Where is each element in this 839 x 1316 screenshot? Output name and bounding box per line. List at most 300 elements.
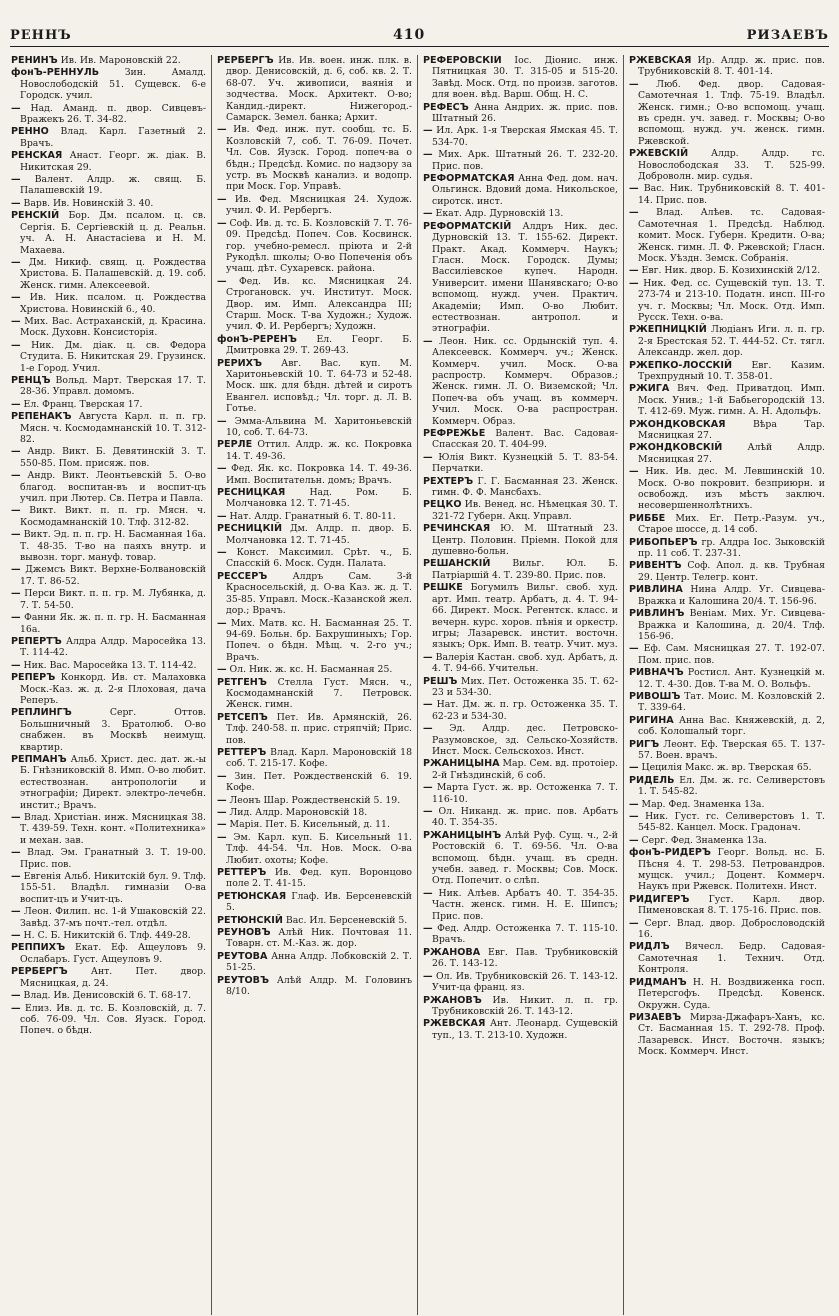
entry-details: Н. Н. Воздвиженка госп. Петерсгофъ. Предсѣд. Ковенск. Окружн. Суда. bbox=[638, 976, 825, 1011]
entry-surname: РЕШАНСКІЙ bbox=[423, 558, 491, 570]
entry-details: Тат. Моис. М. Козловскій 2. Т. 339-64. bbox=[638, 690, 825, 714]
entry-surname: — bbox=[629, 466, 639, 478]
entry-surname: РИББЕ bbox=[629, 512, 666, 524]
directory-entry bbox=[217, 891, 412, 914]
directory-entry bbox=[217, 807, 412, 818]
entry-details: Ел. Дм. ж. гс. Селиверстовъ 1. Т. 545-82. bbox=[638, 774, 825, 798]
directory-entry bbox=[629, 894, 825, 917]
directory-entry bbox=[423, 1018, 618, 1041]
entry-surname: РЕННО bbox=[11, 126, 49, 138]
entry-surname: — bbox=[217, 275, 227, 287]
entry-details: Викт. Викт. п. п. гр. Мясн. ч. Космодамнанскій 10. Тлф. 312-82. bbox=[20, 505, 206, 528]
entry-surname: РЖЕВСКАЯ bbox=[423, 1018, 486, 1030]
entry-surname: — bbox=[11, 990, 21, 1002]
directory-entry bbox=[629, 811, 825, 834]
directory-entry bbox=[11, 636, 206, 659]
entry-details: Веніам. Мих. Уг. Сивцева-Вражка и Калошина, д. 20/4. Тлф. 156-96. bbox=[638, 608, 825, 642]
directory-entry bbox=[217, 867, 412, 890]
directory-entry bbox=[423, 221, 618, 335]
entry-details: Ник. Вас. Маросейка 13. Т. 114-42. bbox=[20, 659, 197, 671]
entry-surname: РЕСНИЦКАЯ bbox=[217, 487, 286, 499]
entry-details: Эд. Алдр. дес. Петровско-Разумовское, зд. Сельско-Хозяйств. Инст. Моск. Сельскохоз. Инст. bbox=[432, 723, 618, 757]
entry-details: Вас. Ил. Берсеневскій 5. bbox=[282, 914, 408, 926]
column-2 bbox=[212, 55, 418, 1315]
directory-entry bbox=[217, 523, 412, 546]
entry-details: Мирза-Джафаръ-Ханъ, кс. Ст. Басманная 15. Т. 292-78. Проф. Лазаревск. Инст. Восточн. языкъ; Моск. Коммерч. Инст. bbox=[638, 1011, 825, 1058]
entry-surname: — bbox=[11, 197, 21, 209]
directory-entry bbox=[629, 265, 825, 276]
entry-details: Ол. Ник. ж. кс. Н. Басманная 25. bbox=[226, 664, 393, 676]
directory-entry bbox=[217, 439, 412, 462]
entry-surname: — bbox=[423, 149, 433, 161]
directory-entry bbox=[217, 677, 412, 711]
directory-entry bbox=[423, 173, 618, 207]
entry-details: Леонъ Шар. Рождественскій 5. 19. bbox=[226, 794, 401, 806]
entry-details: Вяч. Фед. Приватдоц. Имп. Моск. Унив.; 1-й Бабьегородскій 13. Т. 412-69. Муж. гимн. А. Н. Адольфъ. bbox=[638, 383, 825, 418]
entry-details: Дм. Никиф. свящ. ц. Рождества Христова. Б. Палашевскій. д. 19. соб. Женск. гимн. Алексеевой. bbox=[20, 256, 206, 291]
entry-details: Ел. Франц. Тверская 17. bbox=[20, 398, 143, 410]
directory-entry bbox=[11, 340, 206, 374]
directory-entry bbox=[217, 618, 412, 664]
entry-surname: РИВЛИНА bbox=[629, 584, 683, 596]
entry-details: Викт. Эд. п. п. гр. Н. Басманная 16а. Т. 48-35. Т-во на паяхъ внутр. и вывозн. торг. мануф. товар. bbox=[20, 529, 206, 564]
directory-entry bbox=[11, 411, 206, 445]
entry-surname: РИДЛЪ bbox=[629, 941, 670, 953]
entry-details: Алдр. Алдр. гс. Новослободская 33. Т. 525-99. Доброволн. мир. судья. bbox=[638, 148, 825, 183]
directory-entry bbox=[11, 198, 206, 209]
directory-entry bbox=[217, 463, 412, 486]
entry-details: Екат. Адр. Дурновскій 13. bbox=[432, 208, 564, 220]
entry-surname: РЕТТЕРЪ bbox=[217, 746, 267, 758]
directory-entry bbox=[11, 564, 206, 587]
entry-surname: РЕРБЕРГЪ bbox=[11, 966, 68, 978]
entry-details: Соф. Апол. д. кв. Трубная 29. Центр. Телегр. конт. bbox=[638, 560, 825, 583]
entry-details: Ив. Ив. Мароновскій 22. bbox=[57, 55, 181, 66]
entry-surname: — bbox=[423, 723, 433, 735]
entry-details: Люб. Фед. двор. Садовая-Самотечная 1. Тлф. 75-19. Владѣл. Женск. гимн.; О-во вспомощ. учащ. въ средн. уч. завед. г. Москвы; О-во вспомощ. нужд. уч. женск. гимн. Ржевской. bbox=[638, 78, 825, 147]
entry-surname: — bbox=[217, 664, 227, 676]
entry-details: Ник. Дм. діак. ц. св. Федора Студита. Б. Никитская 29. Грузинск. 1-е Город. Учил. bbox=[20, 339, 206, 374]
directory-entry bbox=[423, 582, 618, 650]
directory-entry bbox=[217, 951, 412, 974]
entry-surname: РЕФОРМАТСКАЯ bbox=[423, 173, 515, 185]
directory-entry bbox=[217, 194, 412, 217]
directory-entry bbox=[629, 148, 825, 182]
entry-surname: — bbox=[217, 819, 227, 831]
entry-surname: — bbox=[423, 125, 433, 137]
entry-details: Ив. Никит. л. п. гр. Трубниковскій 26. Т. 143-12. bbox=[432, 994, 618, 1017]
directory-entry bbox=[423, 652, 618, 675]
directory-entry bbox=[423, 523, 618, 557]
directory-entry bbox=[629, 1012, 825, 1058]
entry-details: Стелла Густ. Мясн. ч., Космодамнанскій 7. Петровск. Женск. гимн. bbox=[226, 676, 412, 711]
directory-entry bbox=[423, 782, 618, 805]
entry-surname: — bbox=[423, 208, 433, 220]
directory-entry bbox=[629, 79, 825, 147]
entry-surname: РИВОШЪ bbox=[629, 690, 681, 702]
entry-details: Оттил. Алдр. ж. кс. Покровка 14. Т. 49-36. bbox=[226, 439, 412, 462]
directory-entry bbox=[217, 55, 412, 123]
entry-details: Евг. Пав. Трубниковскій 26. Т. 143-12. bbox=[432, 946, 618, 970]
entry-surname: РЕУТОВЪ bbox=[217, 974, 270, 986]
entry-details: Дм. Алдр. п. двор. Б. Молчановка 12. Т. 71-45. bbox=[226, 523, 412, 546]
header-right-running-head: РИЗАЕВЪ bbox=[746, 28, 829, 43]
entry-surname: РЕФОРМАТСКІЙ bbox=[423, 220, 512, 232]
entry-surname: РИДИГЕРЪ bbox=[629, 893, 690, 905]
directory-entry bbox=[11, 660, 206, 671]
directory-entry bbox=[629, 667, 825, 690]
entry-surname: РИВЕНТЪ bbox=[629, 560, 682, 572]
directory-entry bbox=[11, 966, 206, 989]
entry-surname: РЕПМАНЪ bbox=[11, 753, 67, 765]
directory-entry bbox=[11, 812, 206, 846]
entry-details: Вольд. Март. Тверская 17. Т. 28-36. Управл. домомъ. bbox=[20, 374, 206, 398]
entry-details: Ол. Никанд. ж. прис. пов. Арбатъ 40. Т. 354-35. bbox=[432, 806, 618, 829]
entry-surname: РЕРЛЕ bbox=[217, 439, 253, 451]
entry-surname: РЕФЕРОВСКІЙ bbox=[423, 55, 502, 66]
directory-entry bbox=[11, 529, 206, 563]
entry-details: Авг. Вас. куп. М. Харитоньевскій 10. Т. 64-73 и 52-48. Моск. шк. для бѣдн. дѣтей и сиротъ Евангел. исповѣд.; Чл. торг. д. Л. В. Готье. bbox=[226, 357, 412, 415]
entry-details: Вас. Ник. Трубниковскій 8. Т. 401-14. Прис. пов. bbox=[638, 183, 825, 206]
entry-details: Вячесл. Бедр. Садовая-Самотечная 1. Технич. Отд. Контроля. bbox=[638, 941, 825, 976]
directory-entry bbox=[423, 699, 618, 722]
entry-details: Мих. Пет. Остоженка 35. Т. 62-23 и 534-30. bbox=[432, 675, 618, 698]
entry-details: Фед. Ив. кс. Мясницкая 24. Строгановск. уч. Институт. Моск. Двор. им. Имп. Александра III; Старш. Моск. Т-ва Художн.; Худож. учил. Ф. И. Рербергъ; Художн. bbox=[226, 275, 412, 333]
entry-surname: РЕТГЕНЪ bbox=[217, 676, 267, 688]
entry-details: Вѣра Тар. Мясницкая 27. bbox=[638, 418, 825, 441]
entry-surname: — bbox=[629, 834, 639, 846]
entry-details: Еф. Сам. Мясницкая 27. Т. 192-07. Пом. прис. пов. bbox=[638, 643, 825, 666]
directory-entry bbox=[11, 672, 206, 706]
entry-surname: — bbox=[217, 463, 227, 475]
directory-entry bbox=[629, 419, 825, 442]
entry-surname: РЖЕВСКІЙ bbox=[629, 148, 689, 160]
directory-entry bbox=[217, 276, 412, 333]
entry-details: Екат. Еф. Ащеуловъ 9. Ослабаръ. Густ. Ащеуловъ 9. bbox=[20, 942, 206, 965]
entry-details: Нина Алдр. Уг. Сивцева-Вражка и Калошина 20/4. Т. 156-96. bbox=[638, 584, 825, 607]
directory-entry bbox=[423, 888, 618, 922]
entry-details: Анаст. Георг. ж. діак. В. Никитская 29. bbox=[20, 150, 206, 173]
directory-entry bbox=[423, 102, 618, 125]
entry-surname: РЕССЕРЪ bbox=[217, 570, 268, 582]
directory-entry bbox=[629, 691, 825, 714]
entry-surname: — bbox=[11, 339, 21, 351]
entry-details: Евгенія Альб. Никитскій бул. 9. Тлф. 155-51. Владѣл. гимназіи О-ва воспит-цъ и Учит-цъ. bbox=[20, 871, 206, 905]
entry-details: Алдра Алдр. Маросейка 13. Т. 114-42. bbox=[20, 635, 206, 659]
entry-surname: — bbox=[423, 970, 433, 982]
entry-details: Андр. Викт. Леонтьевскій 5. О-во благод. воспитан-въ и воспит-цъ учил. при Лютер. Св. Петра и Павла. bbox=[20, 470, 206, 505]
entry-surname: — bbox=[11, 659, 21, 671]
entry-details: Фед. Як. кс. Покровка 14. Т. 49-36. Имп. Воспитательн. домъ; Врачъ. bbox=[226, 463, 412, 486]
directory-entry bbox=[629, 183, 825, 206]
entry-details: Людіанъ Иги. л. п. гр. 2-я Брестская 52. Т. 444-52. Ст. тягл. Александр. жел. дор. bbox=[638, 324, 825, 359]
entry-surname: РЕНЦЪ bbox=[11, 374, 51, 386]
entry-details: Альб. Христ. дес. дат. ж.-ы Б. Гнѣзниковскій 8. Имп. О-во любит. естествознан. антропологіи и этнографіи; Директ. электро-лечебн. инстит.; Врачъ. bbox=[20, 753, 206, 811]
entry-details: Валерія Кастан. своб. худ. Арбатъ, д. 4. Т. 94-66. Учительн. bbox=[432, 651, 618, 675]
entry-surname: — bbox=[11, 588, 21, 600]
entry-details: Ник. Алѣев. Арбатъ 40. Т. 354-35. Частн. женск. гимн. Н. Е. Шипсъ; Прис. пов. bbox=[432, 887, 618, 922]
entry-details: Мар. Сем. вд. протоіер. 2-й Гнѣздинскій, 6 соб. bbox=[432, 758, 618, 781]
entry-surname: — bbox=[11, 315, 21, 327]
entry-details: Анна Алдр. Лобковскій 2. Т. 51-25. bbox=[226, 950, 412, 974]
entry-surname: — bbox=[217, 124, 227, 136]
directory-entry bbox=[629, 643, 825, 666]
entry-details: Ник. Густ. гс. Селиверстовъ 1. Т. 545-82. Канцел. Моск. Градонач. bbox=[638, 811, 825, 834]
entry-surname: — bbox=[217, 510, 227, 522]
directory-entry bbox=[11, 399, 206, 410]
directory-entry bbox=[629, 918, 825, 941]
entry-details: Ник. Фед. сс. Сущевскій туп. 13. Т. 273-74 и 213-10. Податн. инсп. III-го уч. г. Москвы; Чл. Моск. Отд. Имп. Русск. Техн. о-ва. bbox=[638, 277, 825, 323]
entry-surname: — bbox=[11, 906, 21, 918]
header-left-running-head: РЕННЪ bbox=[10, 28, 72, 43]
directory-entry bbox=[423, 676, 618, 699]
entry-details: Ир. Алдр. ж. прис. пов. Трубниковскій 8. Т. 401-14. bbox=[638, 55, 825, 78]
entry-surname: — bbox=[11, 470, 21, 482]
entry-surname: — bbox=[217, 415, 227, 427]
entry-details: Мар. Фед. Знаменка 13а. bbox=[638, 798, 765, 810]
entry-surname: РИГИНА bbox=[629, 714, 674, 726]
entry-details: Алѣй Алдр. М. Головинъ 8/10. bbox=[226, 974, 412, 998]
entry-details: Вильг. Юл. Б. Патріаршій 4. Т. 239-80. Прис. пов. bbox=[432, 558, 618, 581]
entry-details: Над. Ром. Б. Молчановка 12. Т. 71-45. bbox=[226, 487, 412, 510]
entry-details: Валент. Алдр. ж. свящ. Б. Палашевскій 19. bbox=[20, 174, 206, 197]
directory-entry bbox=[11, 126, 206, 149]
entry-surname: РЕПЕРЪ bbox=[11, 672, 56, 684]
entry-details: Перси Викт. п. п. гр. М. Лубянка, д. 7. Т. 54-50. bbox=[20, 588, 206, 611]
entry-surname: РЕСНИЦКІЙ bbox=[217, 523, 283, 535]
directory-entry bbox=[629, 762, 825, 773]
directory-entry bbox=[423, 149, 618, 172]
entry-surname: — bbox=[217, 770, 227, 782]
entry-details: Соф. Ив. д. тс. Б. Козловскій 7. Т. 76-09. Предсѣд. Попеч. Сов. Косвинск. гор. учебно-ремесл. пріюта и 2-й Рукодѣл. школы; О-во Попеченія объ учащ. дѣт. Сухаревск. района. bbox=[226, 217, 412, 275]
directory-entry bbox=[11, 174, 206, 197]
directory-entry bbox=[423, 476, 618, 499]
entry-details: Андр. Викт. Б. Девятинскій 3. Т. 550-85. Пом. присяж. пов. bbox=[20, 446, 206, 469]
entry-surname: РЖЕПКО-ЛОССКІЙ bbox=[629, 359, 732, 371]
entry-surname: РЕППИХЪ bbox=[11, 942, 66, 954]
entry-surname: РЕТСЕПЪ bbox=[217, 711, 268, 723]
directory-entry bbox=[217, 927, 412, 950]
column-3 bbox=[418, 55, 624, 1315]
entry-details: Евг. Ник. двор. Б. Козихинскій 2/12. bbox=[638, 265, 821, 277]
entry-surname: РЕТЮНСКІЙ bbox=[217, 914, 283, 926]
entry-surname: — bbox=[629, 277, 639, 289]
directory-entry bbox=[11, 871, 206, 905]
entry-details: Мих. Ег. Петр.-Разум. уч., Старое шоссе, д. 14 соб. bbox=[638, 512, 825, 536]
directory-entry bbox=[217, 358, 412, 415]
directory-entry bbox=[11, 446, 206, 469]
entry-details: Влад. Ив. Денисовскій 6. Т. 68-17. bbox=[20, 990, 192, 1002]
entry-details: Влад. Христіан. инж. Мясницкая 38. Т. 439-59. Техн. конт. «Политехника» и механ. зав. bbox=[20, 812, 206, 846]
entry-details: Ол. Ив. Трубниковскій 26. Т. 143-12. Учит-ца франц. яз. bbox=[432, 970, 618, 994]
entry-details: Алдръ Ник. дес. Дурновскій 13. Т. 155-62. Директ. Практ. Акад. Коммерч. Наукъ; Гласн. Моск. Городск. Думы; Вассиліевское купеч. Народн. Университ. имени Шанявскаго; О-во вспомощ. нужд. учен. Практич. Академіи; Имп. О-во Любит. естествознан. антропол. и этнографіи. bbox=[432, 220, 618, 335]
entry-surname: РЕЦКО bbox=[423, 499, 462, 511]
directory-entry bbox=[11, 316, 206, 339]
directory-entry bbox=[11, 55, 206, 66]
directory-entry bbox=[629, 207, 825, 264]
entry-surname: фонЪ-РЕННУЛЬ bbox=[11, 67, 100, 79]
directory-entry bbox=[11, 103, 206, 126]
entry-details: Алдръ Сам. 3-й Красносельскій, д. О-ва Каз. ж. д. Т. 35-85. Управл. Моск.-Казанской жел. дор.; Врачъ. bbox=[226, 570, 412, 617]
directory-entry bbox=[217, 547, 412, 570]
directory-entry bbox=[217, 416, 412, 439]
entry-surname: — bbox=[423, 651, 433, 663]
directory-entry bbox=[11, 906, 206, 929]
entry-surname: РЖАНИЦЫНА bbox=[423, 758, 500, 770]
entry-surname: — bbox=[11, 1002, 21, 1014]
entry-details: Влад. Карл. Мароновскій 18 соб. Т. 215-17. Кофе. bbox=[226, 746, 412, 770]
directory-entry bbox=[217, 975, 412, 998]
entry-surname: — bbox=[629, 762, 639, 774]
directory-entry bbox=[423, 208, 618, 219]
entry-surname: фонЪ-РИДЕРЪ bbox=[629, 847, 711, 859]
entry-surname: — bbox=[11, 564, 21, 576]
entry-details: Нат. Дм. ж. п. гр. Остоженка 35. Т. 62-23 и 534-30. bbox=[432, 699, 618, 722]
directory-entry bbox=[423, 723, 618, 757]
directory-entry bbox=[629, 739, 825, 762]
directory-entry bbox=[11, 930, 206, 941]
entry-details: Влад. Эм. Гранатный 3. Т. 19-00. Прис. пов. bbox=[20, 847, 206, 870]
entry-surname: РИГЪ bbox=[629, 738, 660, 750]
entry-details: Ив. Фед. куп. Воронцово поле 2. Т. 41-15. bbox=[226, 867, 412, 890]
entry-details: Над. Аманд. п. двор. Сивцевъ-Вражекъ 26. Т. 34-82. bbox=[20, 102, 206, 126]
directory-entry bbox=[217, 819, 412, 830]
directory-entry bbox=[423, 947, 618, 970]
entry-details: Леонт. Еф. Тверская 65. Т. 137-57. Воен. врачъ. bbox=[638, 738, 825, 761]
entry-details: Зин. Пет. Рождественскій 6. 19. Кофе. bbox=[226, 770, 412, 794]
directory-entry bbox=[629, 584, 825, 607]
entry-surname: РЖЕВСКАЯ bbox=[629, 55, 692, 66]
entry-details: Ростисл. Ант. Кузнецкій м. 12. Т. 4-30. Дов. Т-ва М. О. Вольфъ. bbox=[638, 667, 825, 690]
entry-surname: РЕРБЕРГЪ bbox=[217, 55, 274, 66]
directory-entry bbox=[423, 995, 618, 1018]
directory-entry bbox=[11, 612, 206, 635]
directory-entry bbox=[217, 571, 412, 617]
directory-entry bbox=[217, 795, 412, 806]
directory-entry bbox=[11, 210, 206, 256]
entry-surname: — bbox=[217, 547, 227, 559]
entry-details: Джемсъ Викт. Верхне-Болвановскій 17. Т. 86-52. bbox=[20, 564, 206, 587]
entry-surname: РЕШЪ bbox=[423, 675, 458, 687]
entry-details: Ел. Георг. Б. Дмитровка 29. Т. 269-43. bbox=[226, 333, 412, 357]
directory-entry bbox=[629, 383, 825, 417]
entry-details: Ю. М. Штатный 23. Центр. Половин. Пріемн. Покой для душевно-больн. bbox=[432, 523, 618, 558]
entry-surname: — bbox=[629, 811, 639, 822]
entry-surname: РЕТТЕРЪ bbox=[217, 867, 267, 879]
entry-surname: — bbox=[11, 256, 21, 268]
directory-entry bbox=[629, 977, 825, 1011]
entry-details: Валент. Вас. Садовая-Спасская 20. Т. 404-99. bbox=[432, 428, 618, 451]
entry-details: Эм. Карл. куп. Б. Кисельный 11. Тлф. 44-54. Чл. Нов. Моск. О-ва Любит. охоты; Кофе. bbox=[226, 831, 412, 866]
entry-surname: РЖАНИЦЫНЪ bbox=[423, 829, 502, 841]
entry-details: Серг. Фед. Знаменка 13а. bbox=[638, 834, 767, 846]
directory-entry bbox=[423, 336, 618, 427]
column-1 bbox=[6, 55, 212, 1315]
directory-entry bbox=[423, 830, 618, 887]
entry-surname: фонЪ-РЕРЕНЪ bbox=[217, 333, 297, 345]
entry-details: Евг. Казим. Трехпрудный 10. Т. 358-01. bbox=[638, 359, 825, 382]
directory-entry bbox=[423, 806, 618, 829]
entry-details: Марія. Пет. Б. Кисельный, д. 11. bbox=[226, 819, 390, 831]
entry-details: Ив. Ник. псалом. ц. Рождества Христова. Новинскій 6., 40. bbox=[20, 292, 206, 315]
directory-entry bbox=[11, 292, 206, 315]
entry-details: Ант. Леонард. Сущевскій туп., 13. Т. 213-10. Художн. bbox=[432, 1018, 618, 1041]
entry-details: Ив. Венед. нс. Нѣмецкая 30. Т. 321-72 Губерн. Акц. Управл. bbox=[432, 499, 618, 522]
entry-details: Анна Вас. Княжевскій, д. 2, соб. Колошалый торг. bbox=[638, 714, 825, 738]
entry-surname: РИЗАЕВЪ bbox=[629, 1011, 682, 1023]
entry-surname: — bbox=[11, 930, 21, 942]
entry-surname: РЖАНОВЪ bbox=[423, 994, 482, 1006]
directory-entry bbox=[629, 466, 825, 512]
entry-details: Цецилія Макс. ж. вр. Тверская 65. bbox=[638, 762, 812, 774]
entry-details: Фед. Алдр. Остоженка 7. Т. 115-10. Врачъ. bbox=[432, 923, 618, 946]
entry-surname: — bbox=[629, 798, 639, 810]
entry-surname: РЕЧИНСКАЯ bbox=[423, 523, 491, 535]
entry-surname: РЕНИНЪ bbox=[11, 55, 58, 66]
directory-columns bbox=[6, 55, 833, 1315]
entry-surname: РИДМАНЪ bbox=[629, 976, 687, 988]
directory-entry bbox=[217, 487, 412, 510]
entry-surname: РИДЕЛЬ bbox=[629, 774, 675, 786]
directory-entry bbox=[629, 941, 825, 975]
directory-entry bbox=[629, 360, 825, 383]
entry-surname: — bbox=[629, 917, 639, 929]
entry-details: Ив. Ив. воен. инж. плк. в. двор. Денисовскій, д. 6, соб. кв. 2. Т. 68-07. Уч. живописи, ваянія и зодчества. Моск. Архитект. О-во; Кандид.-директ. Нижегород.-Самарск. Земел. банка; Архит. bbox=[226, 55, 412, 124]
entry-details: Конст. Максимил. Срѣт. ч., Б. Спасскій 6. Моск. Судн. Палата. bbox=[226, 547, 412, 570]
entry-details: Георг. Вольд. нс. Б. Пѣсня 4. Т. 298-53. Петровандров. мущск. учил.; Доцент. Коммерч. Наукъ при Ржевск. Политехн. Инст. bbox=[638, 847, 825, 893]
entry-details: Н. С. Б. Никитскій 6. Тлф. 449-28. bbox=[20, 930, 191, 942]
directory-entry bbox=[217, 511, 412, 522]
entry-surname: — bbox=[217, 617, 227, 629]
directory-entry bbox=[629, 715, 825, 738]
directory-entry bbox=[629, 775, 825, 798]
directory-entry bbox=[11, 847, 206, 870]
directory-entry bbox=[629, 537, 825, 560]
directory-entry bbox=[11, 470, 206, 504]
entry-surname: РЕТЮНСКАЯ bbox=[217, 890, 287, 902]
entry-surname: — bbox=[217, 217, 227, 229]
entry-details: Ив. Фед. инж. пут. сообщ. тс. Б. Козловскій 7, соб. Т. 76-09. Почет. Чл. Сов. Яузск. Город. попеч-ва о бѣдн.; Предсѣд. Комис. по надзору за устр. въ Москвѣ канализ. и водопр. при Моск. Гор. Управѣ. bbox=[226, 124, 412, 193]
directory-entry bbox=[11, 588, 206, 611]
entry-surname: — bbox=[11, 446, 21, 458]
entry-surname: — bbox=[217, 831, 227, 843]
entry-details: Марта Густ. ж. вр. Остоженка 7. Т. 116-10. bbox=[432, 782, 618, 805]
entry-details: Густ. Карл. двор. Пименовская 8. Т. 175-16. Прис. пов. bbox=[638, 893, 825, 917]
entry-surname: — bbox=[423, 782, 433, 794]
entry-surname: — bbox=[217, 807, 227, 818]
directory-entry bbox=[11, 375, 206, 398]
entry-details: Зин. Амалд. Новослободскій 51. Сущевск. 6-е Городск. учил. bbox=[20, 67, 206, 102]
directory-entry bbox=[11, 754, 206, 811]
page-number: 410 bbox=[393, 27, 426, 43]
entry-details: Ил. Арк. 1-я Тверская Ямская 45. Т. 534-70. bbox=[432, 125, 618, 148]
directory-entry bbox=[423, 558, 618, 581]
entry-surname: РЖОНДКОВСКІЙ bbox=[629, 442, 723, 454]
entry-details: Фанни Як. ж. п. п. гр. Н. Басманная 16а. bbox=[20, 612, 206, 635]
entry-details: Серг. Влад. двор. Добрословодскій 16. bbox=[638, 917, 825, 941]
entry-surname: — bbox=[11, 612, 21, 624]
directory-entry bbox=[11, 707, 206, 753]
entry-details: Бор. Дм. псалом. ц. св. Сергія. Б. Сергіевскій ц. д. Реальн. уч. А. Н. Анастасіева и Н. М. Махаева. bbox=[20, 210, 206, 256]
entry-surname: РИВНАЧЪ bbox=[629, 667, 684, 679]
entry-surname: РЖАНОВА bbox=[423, 946, 481, 958]
entry-details: Мих. Матв. кс. Н. Басманная 25. Т. 94-69. Больн. бр. Бахрушиныхъ; Гор. Попеч. о бѣдн. Мѣщ. ч. 2-го уч.; Врачъ. bbox=[226, 617, 412, 663]
entry-surname: РЖЕПНИЦКІЙ bbox=[629, 324, 707, 336]
entry-surname: — bbox=[11, 847, 21, 859]
entry-details: Влад. Карл. Газетный 2. Врачъ. bbox=[20, 126, 206, 149]
entry-surname: — bbox=[423, 335, 433, 347]
column-4 bbox=[624, 55, 830, 1315]
